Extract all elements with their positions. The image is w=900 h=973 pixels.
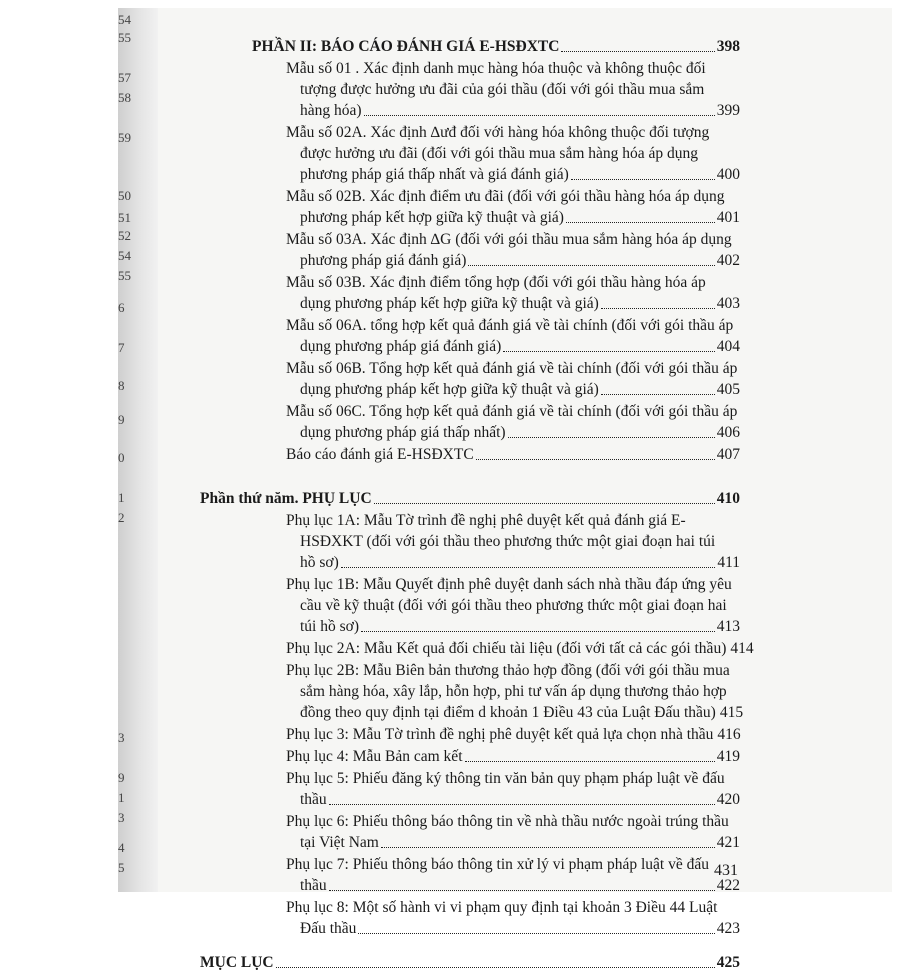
entry-page-number: 398 — [716, 38, 740, 55]
entry-title-line: Phụ lục 1B: Mẫu Quyết định phê duyệt danh sách nhà thầu đáp ứng yêu — [286, 576, 732, 593]
entry-page-number: 416 — [717, 726, 741, 743]
entry-title: Báo cáo đánh giá E-HSĐXTC — [286, 446, 474, 463]
entry-page-number: 404 — [716, 338, 740, 355]
margin-mark: 55 — [118, 268, 131, 283]
toc-entry[interactable] — [300, 164, 740, 185]
entry-page-number: 401 — [716, 209, 740, 226]
entry-title-line: HSĐXKT (đối với gói thầu theo phương thức một giai đoạn hai túi — [300, 533, 716, 550]
entry-page-number: 405 — [716, 381, 740, 398]
dot-leader — [601, 379, 715, 395]
entry-title-line: Mẫu số 02B. Xác định điểm ưu đãi (đối với gói thầu hàng hóa áp dụng — [286, 188, 725, 205]
entry-title: PHẦN II: BÁO CÁO ĐÁNH GIÁ E-HSĐXTC — [252, 38, 560, 55]
entry-title-line: tượng được hưởng ưu đãi của gói thầu (đối với gói thầu mua sắm — [300, 81, 705, 98]
entry-title: Phụ lục 4: Mẫu Bản cam kết — [286, 748, 463, 765]
margin-mark: 9 — [118, 770, 125, 785]
margin-mark: 55 — [118, 30, 131, 45]
toc-entry[interactable] — [300, 552, 740, 573]
entry-page-number: 419 — [716, 748, 740, 765]
margin-mark: 59 — [118, 130, 131, 145]
margin-mark: 4 — [118, 840, 125, 855]
toc-entry[interactable] — [300, 702, 744, 723]
margin-mark: 2 — [118, 510, 125, 525]
margin-mark: 5 — [118, 860, 125, 875]
entry-title: phương pháp giá thấp nhất và giá đánh giá) — [300, 166, 569, 183]
dot-leader — [329, 875, 715, 891]
dot-leader — [358, 918, 714, 934]
entry-title-line: cầu về kỹ thuật (đối với gói thầu theo phương thức một giai đoạn hai — [300, 597, 727, 614]
entry-page-number: 411 — [717, 554, 740, 571]
entry-title-line: Mẫu số 06C. Tổng hợp kết quả đánh giá về tài chính (đối với gói thầu áp — [286, 403, 738, 420]
toc-entry[interactable] — [300, 336, 740, 357]
entry-title: phương pháp kết hợp giữa kỹ thuật và giá) — [300, 209, 564, 226]
dot-leader — [571, 164, 715, 180]
entry-title: hồ sơ) — [300, 554, 339, 571]
toc-entry[interactable] — [300, 616, 740, 637]
entry-title: phương pháp giá đánh giá) — [300, 252, 467, 269]
entry-page-number: 402 — [716, 252, 740, 269]
dot-leader — [276, 952, 715, 968]
entry-page-number: 422 — [716, 877, 740, 894]
margin-mark: 7 — [118, 340, 125, 355]
dot-leader — [508, 422, 715, 438]
toc-entry[interactable] — [300, 379, 740, 400]
section-heading-part2[interactable] — [252, 36, 740, 57]
margin-mark: 54 — [118, 12, 131, 27]
entry-title: túi hồ sơ) — [300, 618, 360, 635]
margin-mark: 51 — [118, 210, 131, 225]
entry-title: Phần thứ năm. PHỤ LỤC — [200, 490, 372, 507]
dot-leader — [601, 293, 715, 309]
entry-page-number: 403 — [716, 295, 740, 312]
entry-title: thầu — [300, 877, 327, 894]
toc-entry[interactable] — [300, 422, 740, 443]
entry-page-number: 415 — [719, 704, 744, 721]
section-heading-contents[interactable] — [200, 952, 740, 973]
toc-entry[interactable] — [300, 789, 740, 810]
toc-entry[interactable] — [300, 207, 740, 228]
entry-title: dụng phương pháp giá thấp nhất) — [300, 424, 506, 441]
entry-page-number: 406 — [716, 424, 740, 441]
toc-entry[interactable] — [286, 638, 754, 659]
entry-title-line: Mẫu số 01 . Xác định danh mục hàng hóa thuộc và không thuộc đối — [286, 60, 706, 77]
margin-mark: 1 — [118, 790, 125, 805]
margin-mark: 3 — [118, 730, 125, 745]
dot-leader — [468, 250, 714, 266]
margin-mark: 1 — [118, 490, 125, 505]
dot-leader — [341, 552, 716, 568]
dot-leader — [503, 336, 714, 352]
dot-leader — [465, 746, 715, 762]
entry-page-number: 399 — [716, 102, 740, 119]
margin-mark: 6 — [118, 300, 125, 315]
margin-mark: 57 — [118, 70, 131, 85]
entry-title-line: Mẫu số 06B. Tổng hợp kết quả đánh giá về tài chính (đối với gói thầu áp — [286, 360, 738, 377]
toc-entry[interactable] — [300, 918, 740, 939]
entry-page-number: 414 — [730, 640, 754, 657]
entry-page-number: 410 — [716, 490, 740, 507]
margin-mark: 52 — [118, 228, 131, 243]
entry-title: Đấu thầu — [300, 920, 357, 937]
toc-entry[interactable] — [300, 250, 740, 271]
margin-mark: 3 — [118, 810, 125, 825]
entry-page-number: 413 — [716, 618, 740, 635]
entry-title: đồng theo quy định tại điểm d khoản 1 Điều 43 của Luật Đấu thầu) — [300, 704, 716, 721]
dot-leader — [561, 36, 714, 52]
entry-title-line: sắm hàng hóa, xây lắp, hỗn hợp, phi tư vấn áp dụng thương thảo hợp — [300, 683, 727, 700]
section-heading-part5[interactable] — [200, 488, 740, 509]
entry-title: Phụ lục 3: Mẫu Tờ trình đề nghị phê duyệt kết quả lựa chọn nhà thầu — [286, 726, 714, 743]
entry-title: dụng phương pháp giá đánh giá) — [300, 338, 502, 355]
entry-title: thầu — [300, 791, 327, 808]
entry-page-number: 420 — [716, 791, 740, 808]
dot-leader — [381, 832, 715, 848]
margin-mark: 50 — [118, 188, 131, 203]
toc-entry[interactable] — [286, 746, 740, 767]
entry-title-line: Mẫu số 03A. Xác định ∆G (đối với gói thầu mua sắm hàng hóa áp dụng — [286, 231, 732, 248]
entry-page-number: 421 — [716, 834, 740, 851]
entry-title-line: Phụ lục 1A: Mẫu Tờ trình đề nghị phê duyệt kết quả đánh giá E- — [286, 512, 686, 529]
entry-title: Phụ lục 2A: Mẫu Kết quả đối chiếu tài liệu (đối với tất cả các gói thầu) — [286, 640, 727, 657]
entry-title-line: Mẫu số 02A. Xác định ∆ưđ đối với hàng hóa không thuộc đối tượng — [286, 124, 710, 141]
entry-title-line: Phụ lục 7: Phiếu thông báo thông tin xử lý vi phạm pháp luật về đấu — [286, 856, 709, 873]
entry-page-number: 407 — [716, 446, 740, 463]
dot-leader — [361, 616, 715, 632]
entry-title: dụng phương pháp kết hợp giữa kỹ thuật và giá) — [300, 381, 599, 398]
toc-entry[interactable] — [300, 100, 740, 121]
entry-page-number: 400 — [716, 166, 740, 183]
entry-title-line: Phụ lục 6: Phiếu thông báo thông tin về nhà thầu nước ngoài trúng thầu — [286, 813, 729, 830]
entry-title: hàng hóa) — [300, 102, 362, 119]
toc-entry[interactable] — [300, 832, 740, 853]
entry-title: dụng phương pháp kết hợp giữa kỹ thuật và giá) — [300, 295, 599, 312]
entry-title-line: Mẫu số 06A. tổng hợp kết quả đánh giá về tài chính (đối với gói thầu áp — [286, 317, 734, 334]
entry-page-number: 425 — [716, 954, 740, 971]
toc-entry[interactable] — [300, 875, 740, 896]
entry-page-number: 423 — [716, 920, 740, 937]
margin-mark: 54 — [118, 248, 131, 263]
entry-title-line: Phụ lục 5: Phiếu đăng ký thông tin văn bản quy phạm pháp luật về đấu — [286, 770, 725, 787]
margin-mark: 0 — [118, 450, 125, 465]
dot-leader — [476, 444, 715, 460]
toc-entry[interactable] — [286, 724, 740, 745]
dot-leader — [566, 207, 715, 223]
dot-leader — [329, 789, 715, 805]
dot-leader — [364, 100, 715, 116]
entry-title: tại Việt Nam — [300, 834, 379, 851]
entry-title-line: được hưởng ưu đãi (đối với gói thầu mua sắm hàng hóa áp dụng — [300, 145, 699, 162]
dot-leader — [374, 488, 715, 504]
entry-title-line: Mẫu số 03B. Xác định điểm tổng hợp (đối với gói thầu hàng hóa áp — [286, 274, 706, 291]
entry-title: MỤC LỤC — [200, 954, 274, 971]
toc-entry[interactable] — [300, 293, 740, 314]
margin-mark: 8 — [118, 378, 125, 393]
page-number: 431 — [714, 862, 738, 879]
entry-title-line: Phụ lục 2B: Mẫu Biên bản thương thảo hợp đồng (đối với gói thầu mua — [286, 662, 730, 679]
toc-entry[interactable] — [286, 444, 740, 465]
margin-mark: 9 — [118, 412, 125, 427]
entry-title-line: Phụ lục 8: Một số hành vi vi phạm quy định tại khoản 3 Điều 44 Luật — [286, 899, 718, 916]
margin-mark: 58 — [118, 90, 131, 105]
